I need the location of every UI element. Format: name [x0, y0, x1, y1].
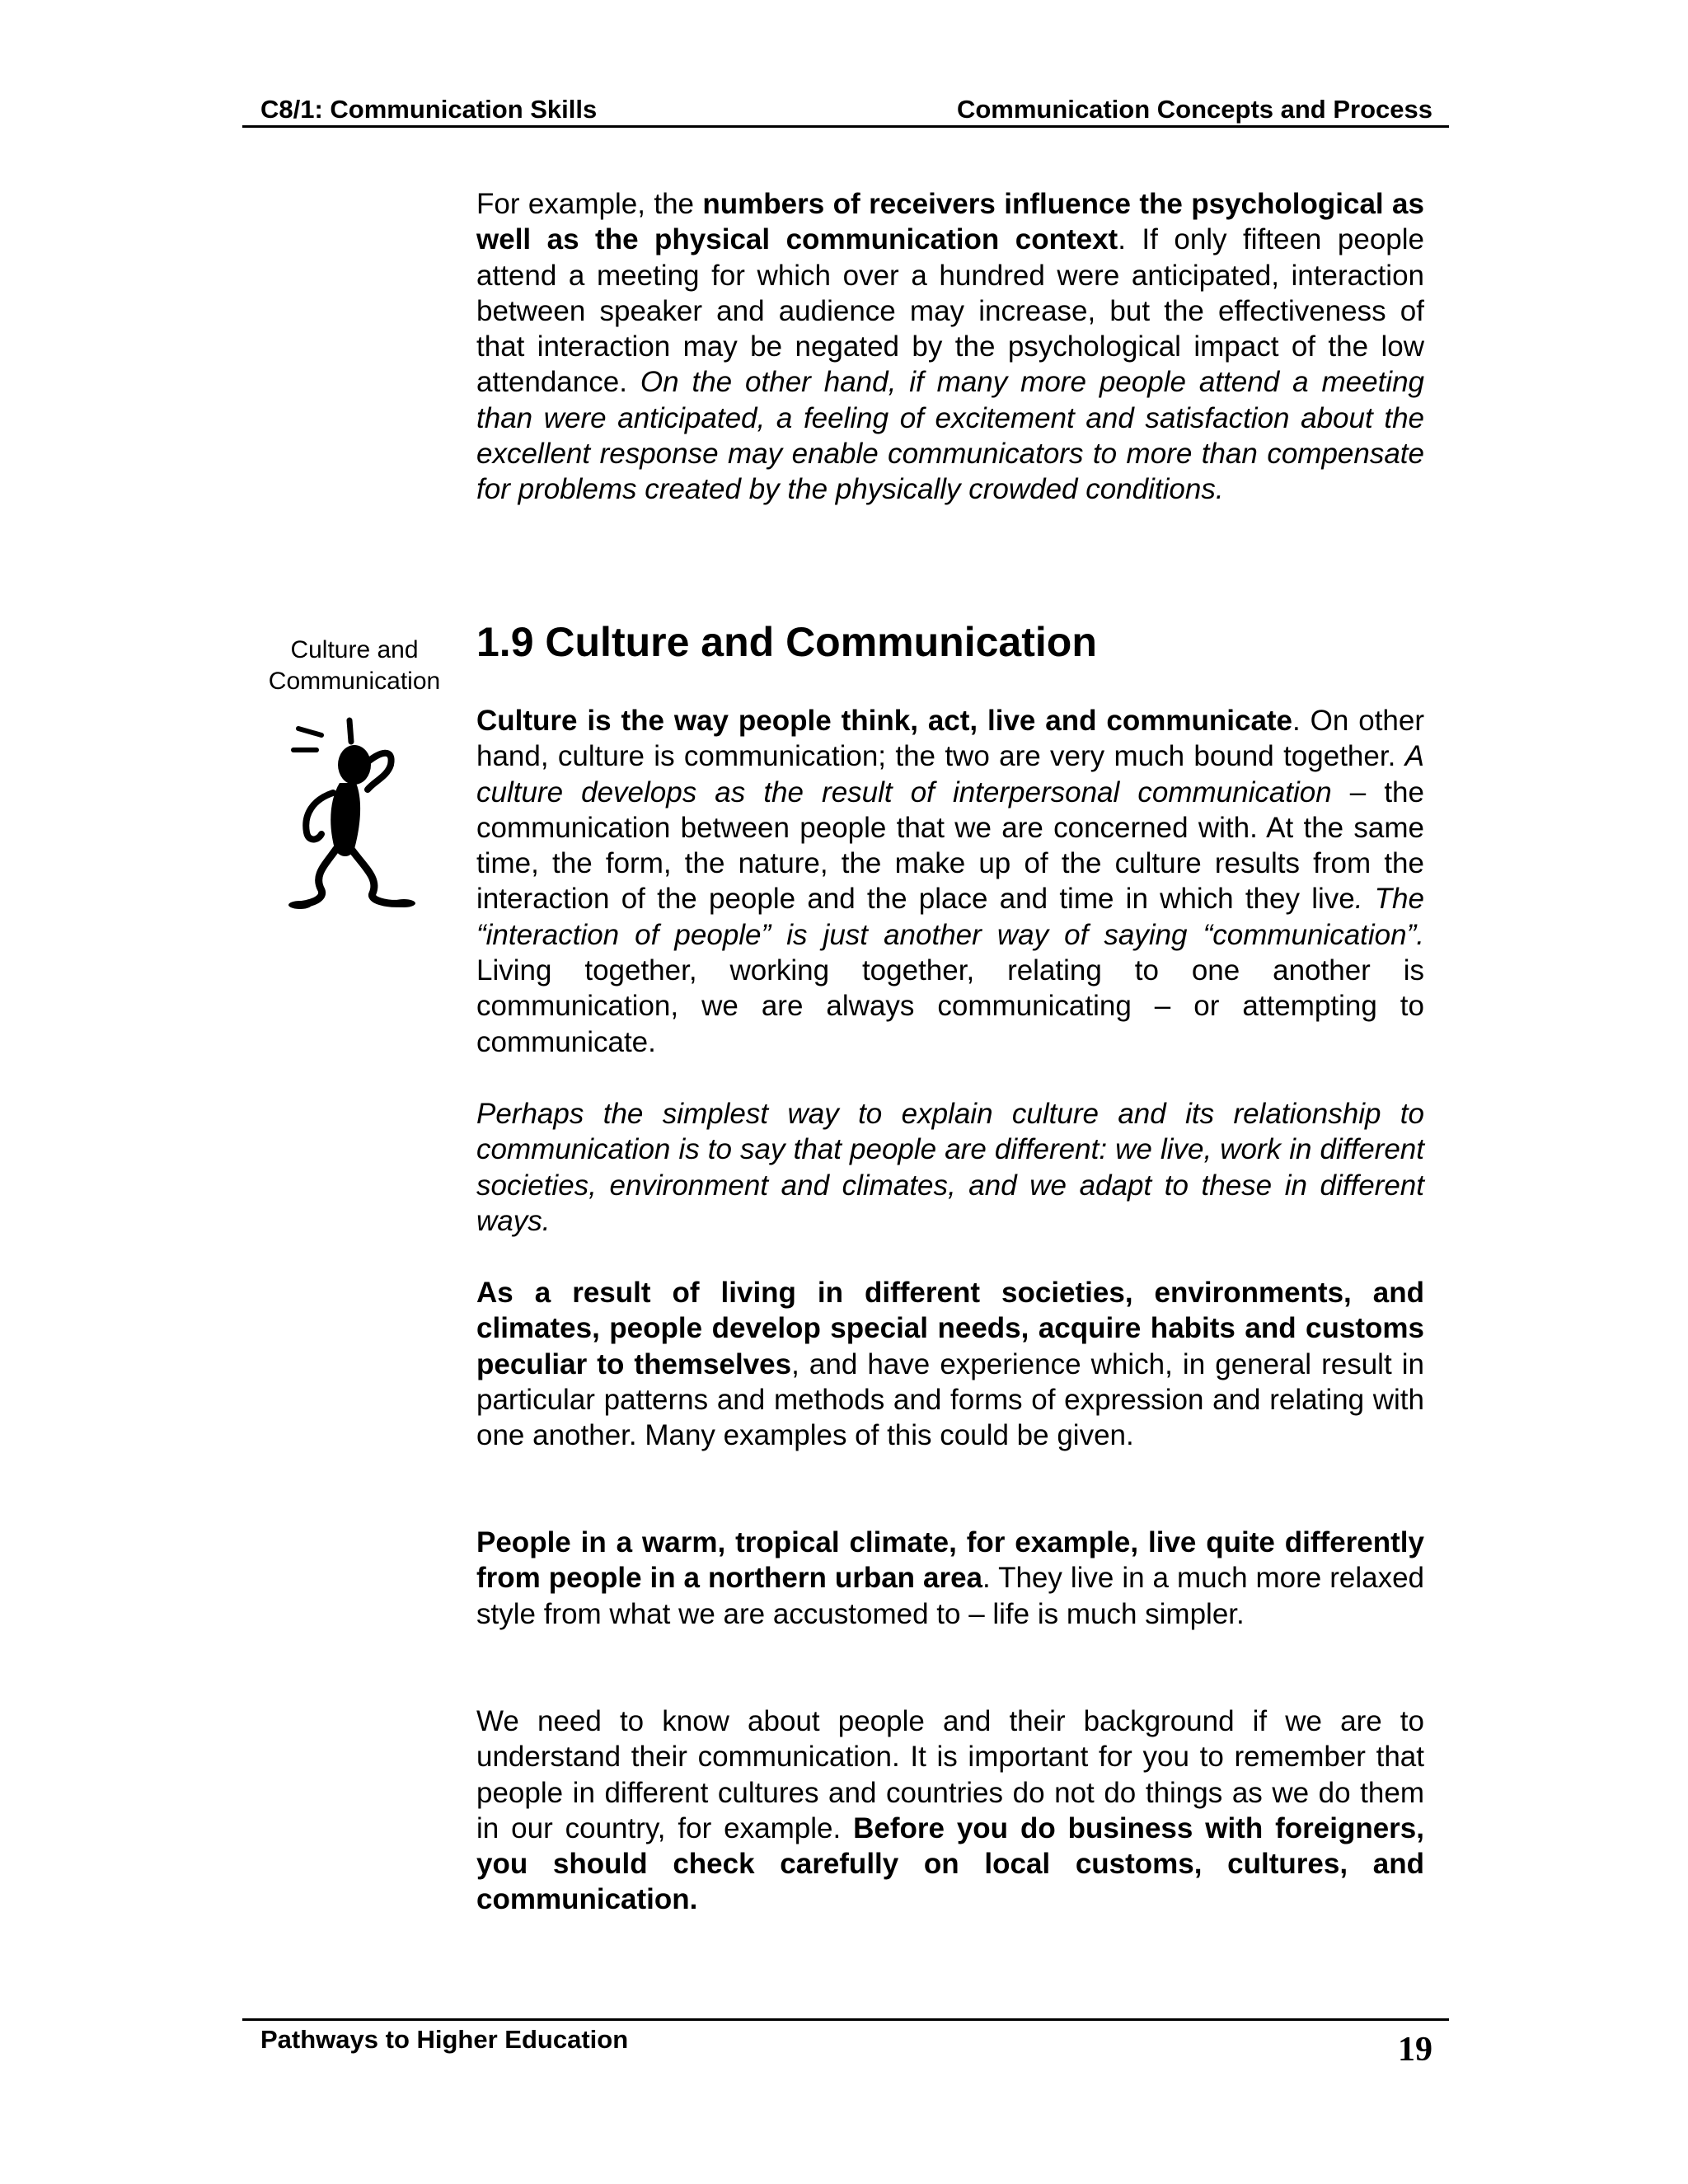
margin-note [252, 635, 457, 697]
text-run: . If only fifteen people attend a meeting for which over a hundred were anticipated, interaction between speaker and audience may increase, but the effectiveness of that interaction may be negated by the psychological impact of the low attendance. [476, 223, 1424, 399]
paragraph-know-people [476, 1704, 1424, 1918]
paragraph-receivers [476, 186, 1424, 508]
text-run: We need to know about people and their background if we are to understand their communication. It is important for you to remember that people in different cultures and countries do not do things as we do them in our country, for example. [476, 1705, 1424, 1844]
section-heading: 1.9 Culture and Communication [476, 619, 1097, 665]
text-run-italic: A culture develops as the result of interpersonal communication [476, 740, 1424, 808]
page-number: 19 [1398, 2031, 1432, 2069]
text-run-bold: Culture is the way people think, act, live and communicate [476, 705, 1293, 737]
thinking-stick-figure-icon [288, 717, 420, 915]
text-run: . They live in a much more relaxed style from what we are accustomed to – life is much simpler. [476, 1562, 1424, 1630]
page-footer [242, 2018, 1449, 2069]
text-run: – the communication between people that we are concerned with. At the same time, the form, the nature, the make up of the culture results from the interaction of the people and the place and time in which they live [476, 776, 1424, 916]
text-run: . On other hand, culture is communication; the two are very much bound together. [476, 705, 1425, 773]
text-run: , and have experience which, in general result in particular patterns and methods and forms of expression and relating with one another. Many examples of this could be given. [476, 1347, 1424, 1452]
text-run: For example, the [476, 188, 703, 220]
text-run-bold: As a result of living in different societies, environments, and climates, people develop special needs, acquire habits and customs peculiar to themselves [476, 1277, 1424, 1380]
text-run-italic: . The “interaction of people” is just another way of saying “communication”. [476, 883, 1424, 951]
page-header [242, 94, 1449, 128]
text-run: Living together, working together, relating to one another is communication, we are always communicating – or attempting to communicate. [476, 954, 1424, 1058]
header-course-title: C8/1: Communication Skills [260, 95, 598, 124]
header-chapter-title: Communication Concepts and Process [956, 95, 1432, 124]
text-run-bold: Before you do business with foreigners, you should check carefully on local customs, cultures, and communication. [476, 1811, 1424, 1916]
text-run-bold: numbers of receivers influence the psychological as well as the physical communication context [476, 188, 1424, 256]
paragraph-different-societies [476, 1275, 1424, 1453]
margin-note-line2: Communication [268, 668, 441, 695]
paragraph-tropical-climate [476, 1525, 1424, 1632]
footer-publisher: Pathways to Higher Education [260, 2025, 629, 2054]
text-run-bold: People in a warm, tropical climate, for example, live quite differently from people in a northern urban area [476, 1526, 1424, 1595]
margin-note-line1: Culture and [290, 636, 419, 663]
text-run-italic: On the other hand, if many more people attend a meeting than were anticipated, a feeling of excitement and satisfaction about the excellent response may enable communicators to more than compensate for problems created by the physically crowded conditions. [476, 366, 1425, 506]
paragraph-simplest-way [476, 1096, 1424, 1239]
paragraph-culture-definition [476, 703, 1424, 1060]
text-run-italic: Perhaps the simplest way to explain culture and its relationship to communication is to say that people are different: we live, work in different societies, environment and climates, and we adapt to these in different ways. [476, 1098, 1424, 1237]
